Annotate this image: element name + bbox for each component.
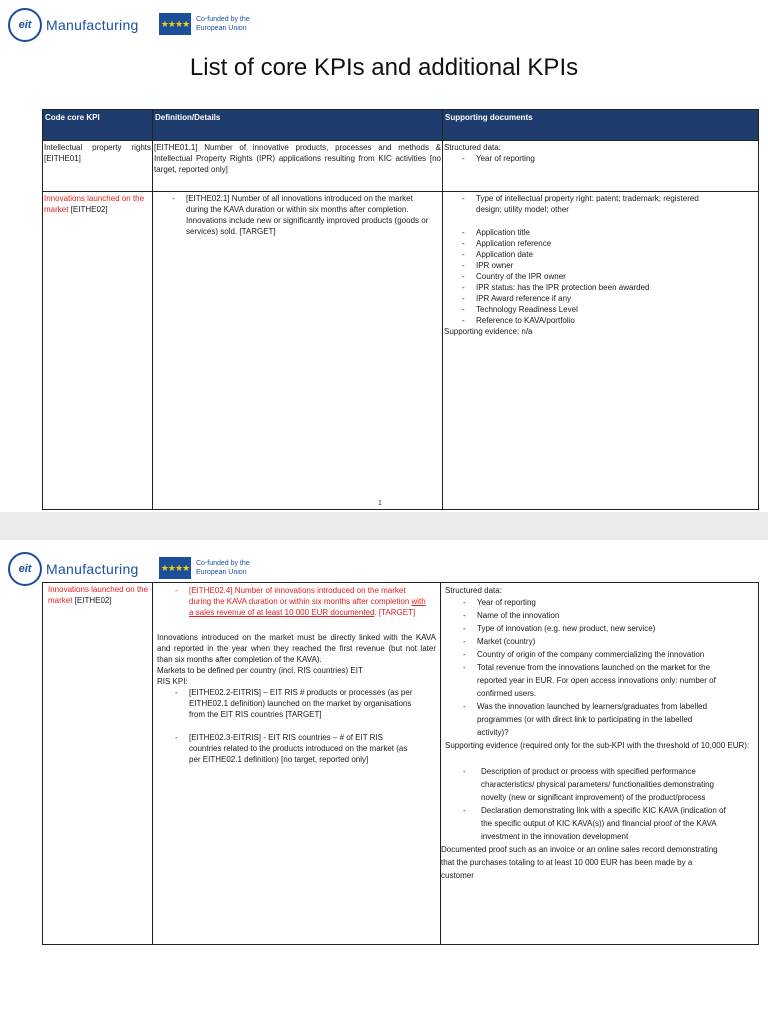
- document-page-2: [0, 540, 768, 1024]
- eu-flag-icon: ★★★★: [159, 13, 191, 35]
- row3-ris-list: [157, 687, 436, 765]
- row1-code: Intellectual property rights [EITHE01]: [43, 141, 153, 192]
- page-separator: [0, 512, 768, 540]
- list-item: - Technology Readiness Level: [444, 304, 757, 315]
- row3-support-list: [445, 596, 754, 739]
- logo-wordmark: Manufacturing: [46, 17, 139, 33]
- kpi-table: [42, 109, 759, 510]
- eu-cofunded-badge: [159, 13, 250, 35]
- eit-manufacturing-logo: [8, 8, 139, 42]
- kpi-table-continued: [42, 582, 759, 945]
- list-item: - Country of origin of the company commercializing the innovation: [445, 648, 754, 661]
- list-item: - Year of reporting: [445, 596, 754, 609]
- row2-code-red: Innovations launched on the market: [44, 194, 145, 214]
- row3-supporting: [441, 583, 759, 945]
- row3-code-red: Innovations launched on the market: [48, 585, 149, 605]
- row3-proof: Documented proof such as an invoice or an online sales record demonstrating that the purchases totaling to at least 10 000 EUR has been made by a customer: [441, 845, 718, 880]
- row1-support-heading: Structured data:: [444, 143, 501, 152]
- list-item: - Reference to KAVA/portfolio: [444, 315, 757, 326]
- list-item: - IPR status: has the IPR protection been awarded: [444, 282, 757, 293]
- row3-code: [43, 583, 153, 945]
- cofunded-line2: European Union: [196, 569, 247, 576]
- table-row: [43, 583, 759, 945]
- logo-wordmark: Manufacturing: [46, 561, 139, 577]
- eit-logo-icon: eit: [8, 8, 42, 42]
- row3-definition: [153, 583, 441, 945]
- row2-support-list: [444, 227, 757, 326]
- table-header-row: [43, 110, 759, 141]
- list-item: - Application reference: [444, 238, 757, 249]
- header-code: Code core KPI: [43, 110, 153, 141]
- list-item: - Type of intellectual property right: patent; trademark; registered design; utility model; other: [444, 193, 757, 215]
- list-item: - [EITHE02.3-EITRIS] - EIT RIS countries – # of EIT RIS countries related to the products introduced on the market (as per EITHE02.1 definition) [no target, reported only]: [157, 732, 436, 765]
- list-item: - [EITHE02.1] Number of all innovations introduced on the market during the KAVA duration or within six months after completion. Innovations include new or significantly improved products (goods or services) sold. [TARGET]: [154, 193, 441, 237]
- row1-supporting: [443, 141, 759, 192]
- list-item: - Country of the IPR owner: [444, 271, 757, 282]
- cofunded-line1: Co-funded by the: [196, 560, 250, 567]
- row2-evidence: Supporting evidence: n/a: [444, 327, 533, 336]
- list-item: - IPR Award reference if any: [444, 293, 757, 304]
- list-item: - Type of innovation (e.g. new product, new service): [445, 622, 754, 635]
- eu-cofunded-badge: [159, 557, 250, 579]
- table-row: [43, 141, 759, 192]
- list-item: - Application date: [444, 249, 757, 260]
- row3-evidence: Supporting evidence (required only for the sub-KPI with the threshold of 10,000 EUR):: [445, 741, 750, 750]
- row3-code-id: [EITHE02]: [72, 596, 112, 605]
- list-item: - Application title: [444, 227, 757, 238]
- page-title: List of core KPIs and additional KPIs: [189, 54, 579, 81]
- row3-paragraph: Innovations introduced on the market must be directly linked with the KAVA and reported in the year when they reached the first revenue (but not later than six months after completion of the KAVA).: [157, 633, 436, 664]
- header-definition: Definition/Details: [153, 110, 443, 141]
- row3-markets: Markets to be defined per country (incl. RIS countries) EIT: [157, 666, 363, 675]
- eit-manufacturing-logo: [8, 552, 139, 586]
- row3-support-heading: Structured data:: [445, 586, 502, 595]
- list-item: - Declaration demonstrating link with a specific KIC KAVA (indication of the specific output of KIC KAVA(s)) and financial proof of the KAVA investment in the innovation development: [445, 804, 754, 843]
- cofunded-line1: Co-funded by the: [196, 16, 250, 23]
- row3-evidence-list: [445, 765, 754, 843]
- list-item: - Year of reporting: [444, 153, 757, 164]
- list-item: - [EITHE02.2-EITRIS] – EIT RIS # products or processes (as per EITHE02.1 definition) launched on the market by organisations from the EIT RIS countries [TARGET]: [157, 687, 436, 720]
- cofunded-line2: European Union: [196, 25, 247, 32]
- row2-code-id: [EITHE02]: [68, 205, 108, 214]
- row2-supporting: [443, 192, 759, 510]
- list-item: - Total revenue from the innovations launched on the market for the reported year in EUR. For open access innovations only: number of confirmed users.: [445, 661, 754, 700]
- row3-ris-heading: RIS KPI:: [157, 677, 188, 686]
- row2-code: [43, 192, 153, 510]
- list-item: - IPR owner: [444, 260, 757, 271]
- list-item: - Market (country): [445, 635, 754, 648]
- list-item: - Name of the innovation: [445, 609, 754, 622]
- page-number: 1: [378, 500, 382, 507]
- header-supporting: Supporting documents: [443, 110, 759, 141]
- row2-definition: [153, 192, 443, 510]
- eu-flag-icon: ★★★★: [159, 557, 191, 579]
- list-item: - Description of product or process with specified performance characteristics/ physical parameters/ functionalities demonstrating novelty (new or significant improvement) of the product/process: [445, 765, 754, 804]
- list-item: - Was the innovation launched by learners/graduates from labelled programmes (or with direct link to participating in the labelled activity)?: [445, 700, 754, 739]
- row1-definition: [EITHE01.1] Number of innovative products, processes and methods & Intellectual Property Rights (IPR) applications resulting from KIC activities [no target, reported only]: [153, 141, 443, 192]
- list-item: - [EITHE02.4] Number of innovations introduced on the market during the KAVA duration or within six months after completion with a sales revenue of at least 10 000 EUR documented. [TARGET]: [157, 585, 436, 618]
- row1-support-list: [444, 153, 757, 164]
- table-row: [43, 192, 759, 510]
- eit-logo-icon: eit: [8, 552, 42, 586]
